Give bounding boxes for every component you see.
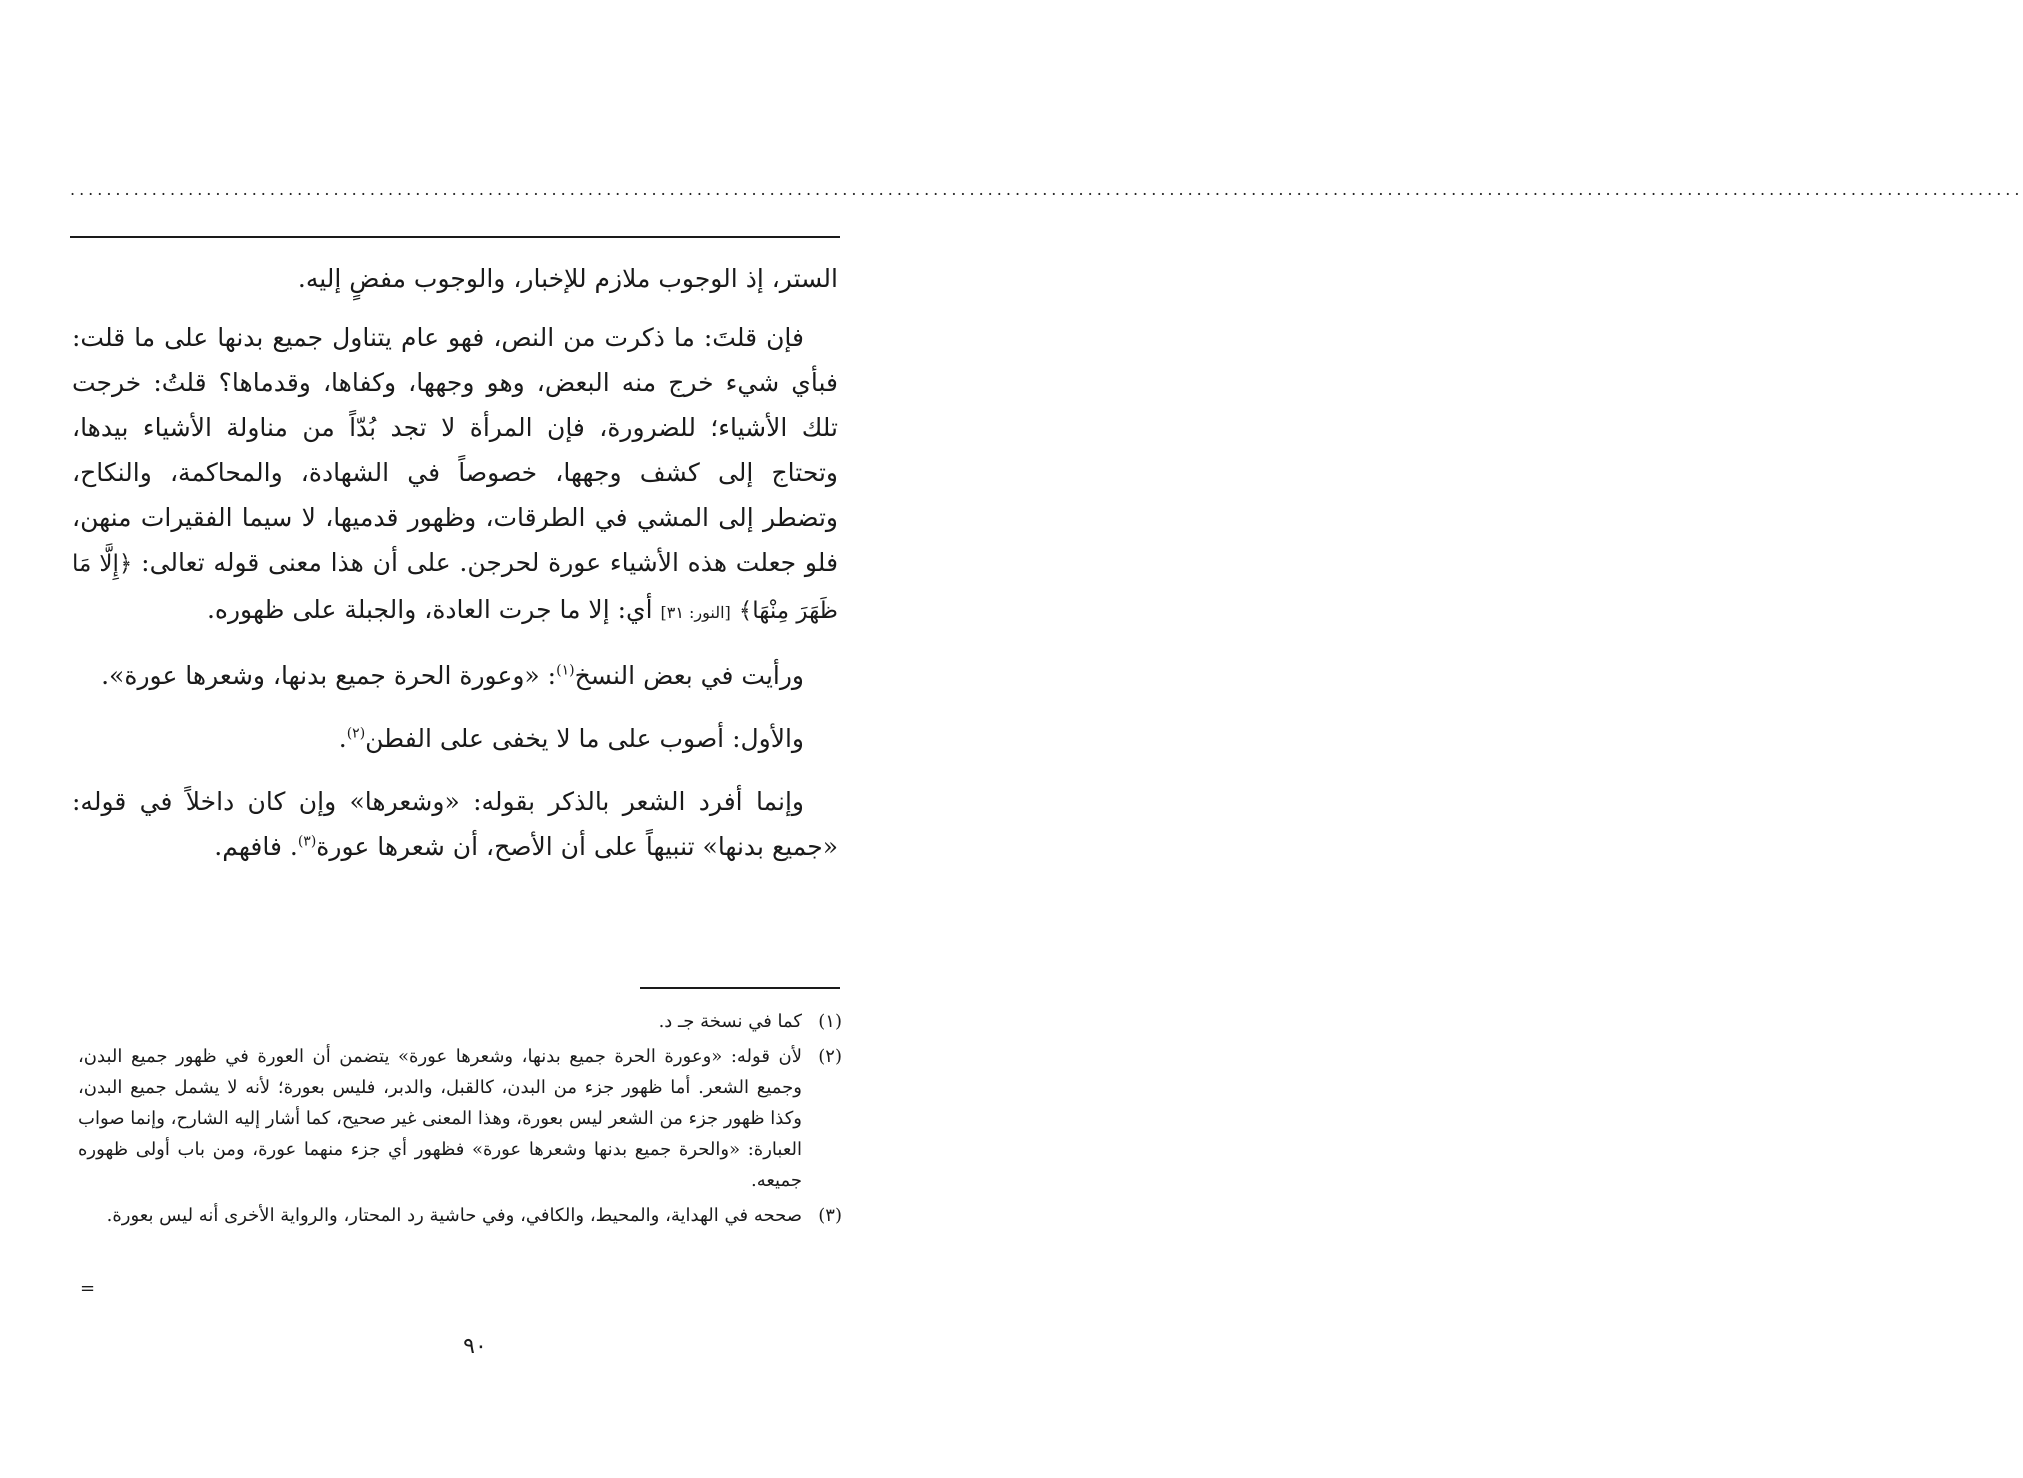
footnote-number: (٢) <box>818 1046 842 1067</box>
footnotes <box>78 1006 842 1235</box>
footnote-number: (١) <box>818 1011 842 1032</box>
paragraph-2: فإن قلتَ: ما ذكرت من النص، فهو عام يتناول جميع بدنها على ما قلت: فبأي شيء خرج منه البعض، وهو وجهها، وكفاها، وقدماها؟ قلتُ: خرجت تلك الأشياء؛ للضرورة، فإن المرأة لا تجد بُدّاً من مناولة الأشياء بيدها، وتحتاج إلى كشف وجهها، خصوصاً في الشهادة، والمحاكمة، والنكاح، وتضطر إلى المشي في الطرقات، وظهور قدميها، لا سيما الفقيرات منهن، فلو جعلت هذه الأشياء عورة لحرجن. على أن هذا معنى قوله تعالى: ﴿إِلَّا مَا ظَهَرَ مِنْهَا﴾ [النور: ٣١] أي: إلا ما جرت العادة، والجبلة على ظهوره. <box>72 323 839 624</box>
header-rule <box>70 236 840 238</box>
footnote-rule <box>640 987 840 989</box>
footnote-ref-2: (٢) <box>346 725 366 742</box>
main-text <box>72 256 838 887</box>
dotted-separator: ....................................................................................................................................................................................................................... <box>70 180 2023 199</box>
continuation-mark: = <box>80 1278 96 1299</box>
paragraph-3: ورأيت في بعض النسخ$^{(١)}$: «وعورة الحرة جميع بدنها، وشعرها عورة». <box>101 661 804 690</box>
footnote-2 <box>78 1041 842 1196</box>
paragraph-5: وإنما أفرد الشعر بالذكر بقوله: «وشعرها» وإن كان داخلاً في قوله: «جميع بدنها» تنبيهاً على أن الأصح، أن شعرها عورة$^{(٣)}$. فافهم. <box>72 787 838 861</box>
quran-citation: [النور: ٣١] <box>660 603 731 622</box>
footnote-text: صححه في الهداية، والمحيط، والكافي، وفي حاشية رد المحتار، والرواية الأخرى أنه ليس بعورة. <box>106 1205 802 1226</box>
footnote-text: لأن قوله: «وعورة الحرة جميع بدنها، وشعرها عورة» يتضمن أن العورة في ظهور جميع البدن، وجميع الشعر. أما ظهور جزء من البدن، كالقبل، والدبر، فليس بعورة؛ لأنه لا يشمل جميع البدن، وكذا ظهور جزء من الشعر ليس بعورة، وهذا المعنى غير صحيح، كما أشار إليه الشارح، وإنما صواب العبارة: «والحرة جميع بدنها وشعرها عورة» فظهور أي جزء منهما عورة، ومن باب أولى ظهوره جميعه. <box>78 1046 802 1191</box>
footnote-3 <box>78 1200 842 1231</box>
footnote-1 <box>78 1006 842 1037</box>
paragraph-1: الستر، إذ الوجوب ملازم للإخبار، والوجوب مفضٍ إليه. <box>297 264 838 293</box>
footnote-ref-3: (٣) <box>297 833 317 850</box>
footnote-text: كما في نسخة جـ د. <box>658 1011 802 1032</box>
quran-verse: ﴿إِلَّا مَا ظَهَرَ مِنْهَا﴾ <box>72 551 838 624</box>
footnote-ref-1: (١) <box>556 662 575 679</box>
paragraph-4: والأول: أصوب على ما لا يخفى على الفطن$^{(٢)}$. <box>338 724 804 753</box>
footnote-number: (٣) <box>818 1205 842 1226</box>
page-number: ٩٠ <box>463 1334 487 1359</box>
